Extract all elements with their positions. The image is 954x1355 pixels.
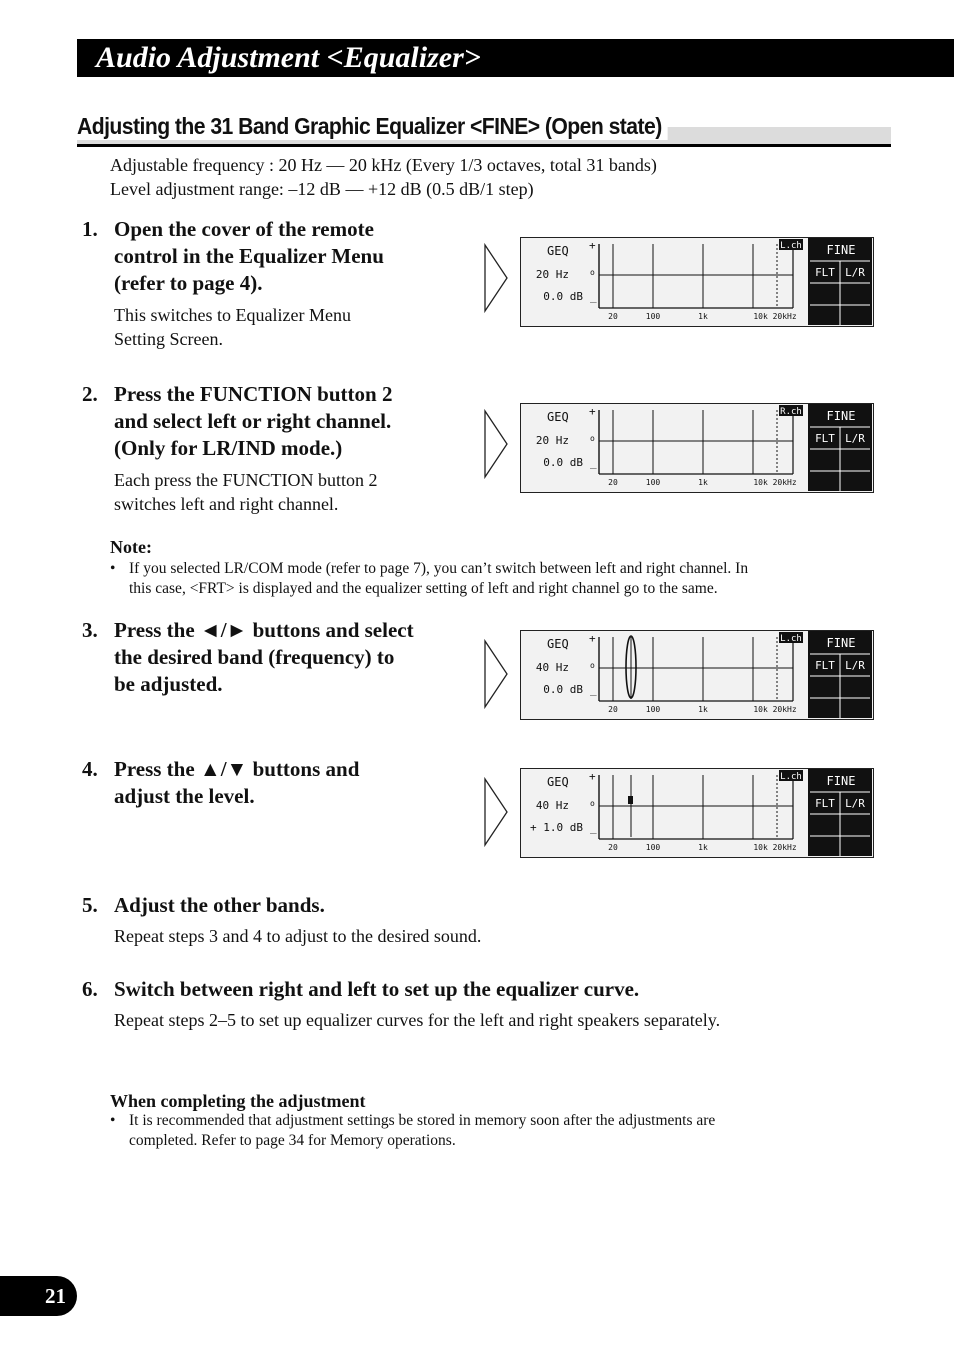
arrow-right-icon bbox=[483, 409, 509, 479]
axis-tick-label: 1k bbox=[698, 705, 708, 714]
step-number: 2. bbox=[82, 382, 98, 406]
level-readout: + 1.0 dB bbox=[530, 821, 583, 834]
scale-zero: o bbox=[590, 799, 595, 808]
eq-screen bbox=[520, 768, 874, 858]
chapter-header bbox=[77, 39, 954, 77]
note-title: Note: bbox=[110, 537, 152, 557]
step-title-line: Adjust the other bands. bbox=[114, 893, 325, 917]
axis-tick-label: 10k 20kHz bbox=[753, 705, 797, 714]
step-title-line: Open the cover of the remote bbox=[114, 217, 374, 241]
eq-screen bbox=[520, 630, 874, 720]
note-bullet: • bbox=[110, 560, 116, 577]
step-number: 6. bbox=[82, 977, 98, 1001]
axis-tick-label: 1k bbox=[698, 312, 708, 321]
flt-label: FLT bbox=[815, 266, 835, 279]
completing-bullet: • bbox=[110, 1112, 116, 1129]
axis-tick-label: 100 bbox=[645, 705, 661, 714]
level-spec: Level adjustment range: –12 dB — +12 dB (0.5 dB/1 step) bbox=[110, 179, 534, 199]
axis-tick-label: 1k bbox=[698, 478, 708, 487]
mode-label: GEQ bbox=[547, 410, 569, 424]
frequency-readout: 40 Hz bbox=[535, 799, 569, 812]
step-desc-line: Repeat steps 2–5 to set up equalizer curves for the left and right speakers separately. bbox=[114, 1010, 721, 1030]
axis-tick-label: 10k 20kHz bbox=[753, 478, 797, 487]
step-number: 4. bbox=[82, 757, 98, 781]
scale-zero: o bbox=[590, 661, 595, 670]
arrow-right-icon bbox=[483, 639, 509, 709]
scale-minus: _ bbox=[590, 683, 597, 696]
step-number: 3. bbox=[82, 618, 98, 642]
axis-tick-label: 100 bbox=[645, 312, 661, 321]
step-title-line: (refer to page 4). bbox=[114, 271, 263, 295]
section-heading bbox=[77, 111, 891, 147]
axis-tick-label: 1k bbox=[698, 843, 708, 852]
step-desc-line: Each press the FUNCTION button 2 bbox=[114, 470, 378, 490]
scale-minus: _ bbox=[590, 456, 597, 469]
axis-tick-label: 20 bbox=[608, 705, 618, 714]
completing-title: When completing the adjustment bbox=[110, 1091, 366, 1111]
arrow-right-icon bbox=[483, 777, 509, 847]
step-desc-line: Setting Screen. bbox=[114, 329, 223, 349]
mode-label: GEQ bbox=[547, 637, 569, 651]
step-title-line: the desired band (frequency) to bbox=[114, 645, 395, 669]
axis-tick-label: 100 bbox=[645, 843, 661, 852]
scale-plus: + bbox=[589, 405, 596, 418]
channel-label: L.ch bbox=[780, 634, 802, 644]
scale-zero: o bbox=[590, 268, 595, 277]
scale-plus: + bbox=[589, 632, 596, 645]
step-title-line: adjust the level. bbox=[114, 784, 255, 808]
eq-screen bbox=[520, 237, 874, 327]
axis-tick-label: 20 bbox=[608, 478, 618, 487]
eq-screen bbox=[520, 403, 874, 493]
frequency-readout: 20 Hz bbox=[535, 268, 569, 281]
flt-label: FLT bbox=[815, 797, 835, 810]
note-text-line: If you selected LR/COM mode (refer to page 7), you can’t switch between left and right channel. In bbox=[129, 560, 749, 577]
step-title-line: and select left or right channel. bbox=[114, 409, 392, 433]
lr-label: L/R bbox=[845, 659, 865, 672]
mode-label: GEQ bbox=[547, 775, 569, 789]
axis-tick-label: 10k 20kHz bbox=[753, 843, 797, 852]
scale-minus: _ bbox=[590, 290, 597, 303]
page-number: 21 bbox=[45, 1284, 66, 1308]
axis-tick-label: 10k 20kHz bbox=[753, 312, 797, 321]
chapter-title: Audio Adjustment <Equalizer> bbox=[96, 41, 481, 74]
fine-label: FINE bbox=[826, 409, 856, 423]
fine-label: FINE bbox=[826, 774, 856, 788]
fine-label: FINE bbox=[826, 243, 856, 257]
scale-minus: _ bbox=[590, 821, 597, 834]
lr-label: L/R bbox=[845, 797, 865, 810]
scale-plus: + bbox=[589, 239, 596, 252]
level-marker bbox=[628, 796, 633, 804]
flt-label: FLT bbox=[815, 659, 835, 672]
arrow-right-icon bbox=[483, 243, 509, 313]
lr-label: L/R bbox=[845, 266, 865, 279]
level-readout: 0.0 dB bbox=[543, 290, 583, 303]
eq-screen-graphic bbox=[521, 631, 872, 718]
step-number: 5. bbox=[82, 893, 98, 917]
eq-screen-graphic bbox=[521, 769, 872, 856]
completing-text-line: completed. Refer to page 34 for Memory operations. bbox=[129, 1132, 456, 1149]
scale-plus: + bbox=[589, 770, 596, 783]
channel-label: L.ch bbox=[780, 772, 802, 782]
level-readout: 0.0 dB bbox=[543, 456, 583, 469]
eq-screen-graphic bbox=[521, 404, 872, 491]
level-readout: 0.0 dB bbox=[543, 683, 583, 696]
note-text-line: this case, <FRT> is displayed and the equalizer setting of left and right channel go to the same. bbox=[129, 580, 718, 597]
channel-label: R.ch bbox=[780, 407, 802, 417]
step-number: 1. bbox=[82, 217, 98, 241]
channel-label: L.ch bbox=[780, 241, 802, 251]
lr-label: L/R bbox=[845, 432, 865, 445]
step-desc-line: Repeat steps 3 and 4 to adjust to the desired sound. bbox=[114, 926, 482, 946]
page-number-tab bbox=[0, 1276, 77, 1316]
fine-label: FINE bbox=[826, 636, 856, 650]
step-title-line: Press the ▲/▼ buttons and bbox=[114, 757, 360, 781]
completing-text-line: It is recommended that adjustment settings be stored in memory soon after the adjustments are bbox=[129, 1112, 716, 1129]
step-title-line: Switch between right and left to set up the equalizer curve. bbox=[114, 977, 640, 1001]
frequency-readout: 40 Hz bbox=[535, 661, 569, 674]
step-title-line: (Only for LR/IND mode.) bbox=[114, 436, 343, 460]
axis-tick-label: 20 bbox=[608, 312, 618, 321]
flt-label: FLT bbox=[815, 432, 835, 445]
step-title-line: be adjusted. bbox=[114, 672, 223, 696]
axis-tick-label: 100 bbox=[645, 478, 661, 487]
step-desc-line: This switches to Equalizer Menu bbox=[114, 305, 351, 325]
eq-screen-graphic bbox=[521, 238, 872, 325]
step-title-line: Press the FUNCTION button 2 bbox=[114, 382, 393, 406]
section-title: Adjusting the 31 Band Graphic Equalizer <FINE> (Open state) bbox=[77, 112, 667, 140]
mode-label: GEQ bbox=[547, 244, 569, 258]
scale-zero: o bbox=[590, 434, 595, 443]
frequency-readout: 20 Hz bbox=[535, 434, 569, 447]
step-desc-line: switches left and right channel. bbox=[114, 494, 339, 514]
frequency-spec: Adjustable frequency : 20 Hz — 20 kHz (Every 1/3 octaves, total 31 bands) bbox=[110, 155, 657, 175]
step-title-line: Press the ◄/► buttons and select bbox=[114, 618, 414, 642]
step-title-line: control in the Equalizer Menu bbox=[114, 244, 384, 268]
axis-tick-label: 20 bbox=[608, 843, 618, 852]
